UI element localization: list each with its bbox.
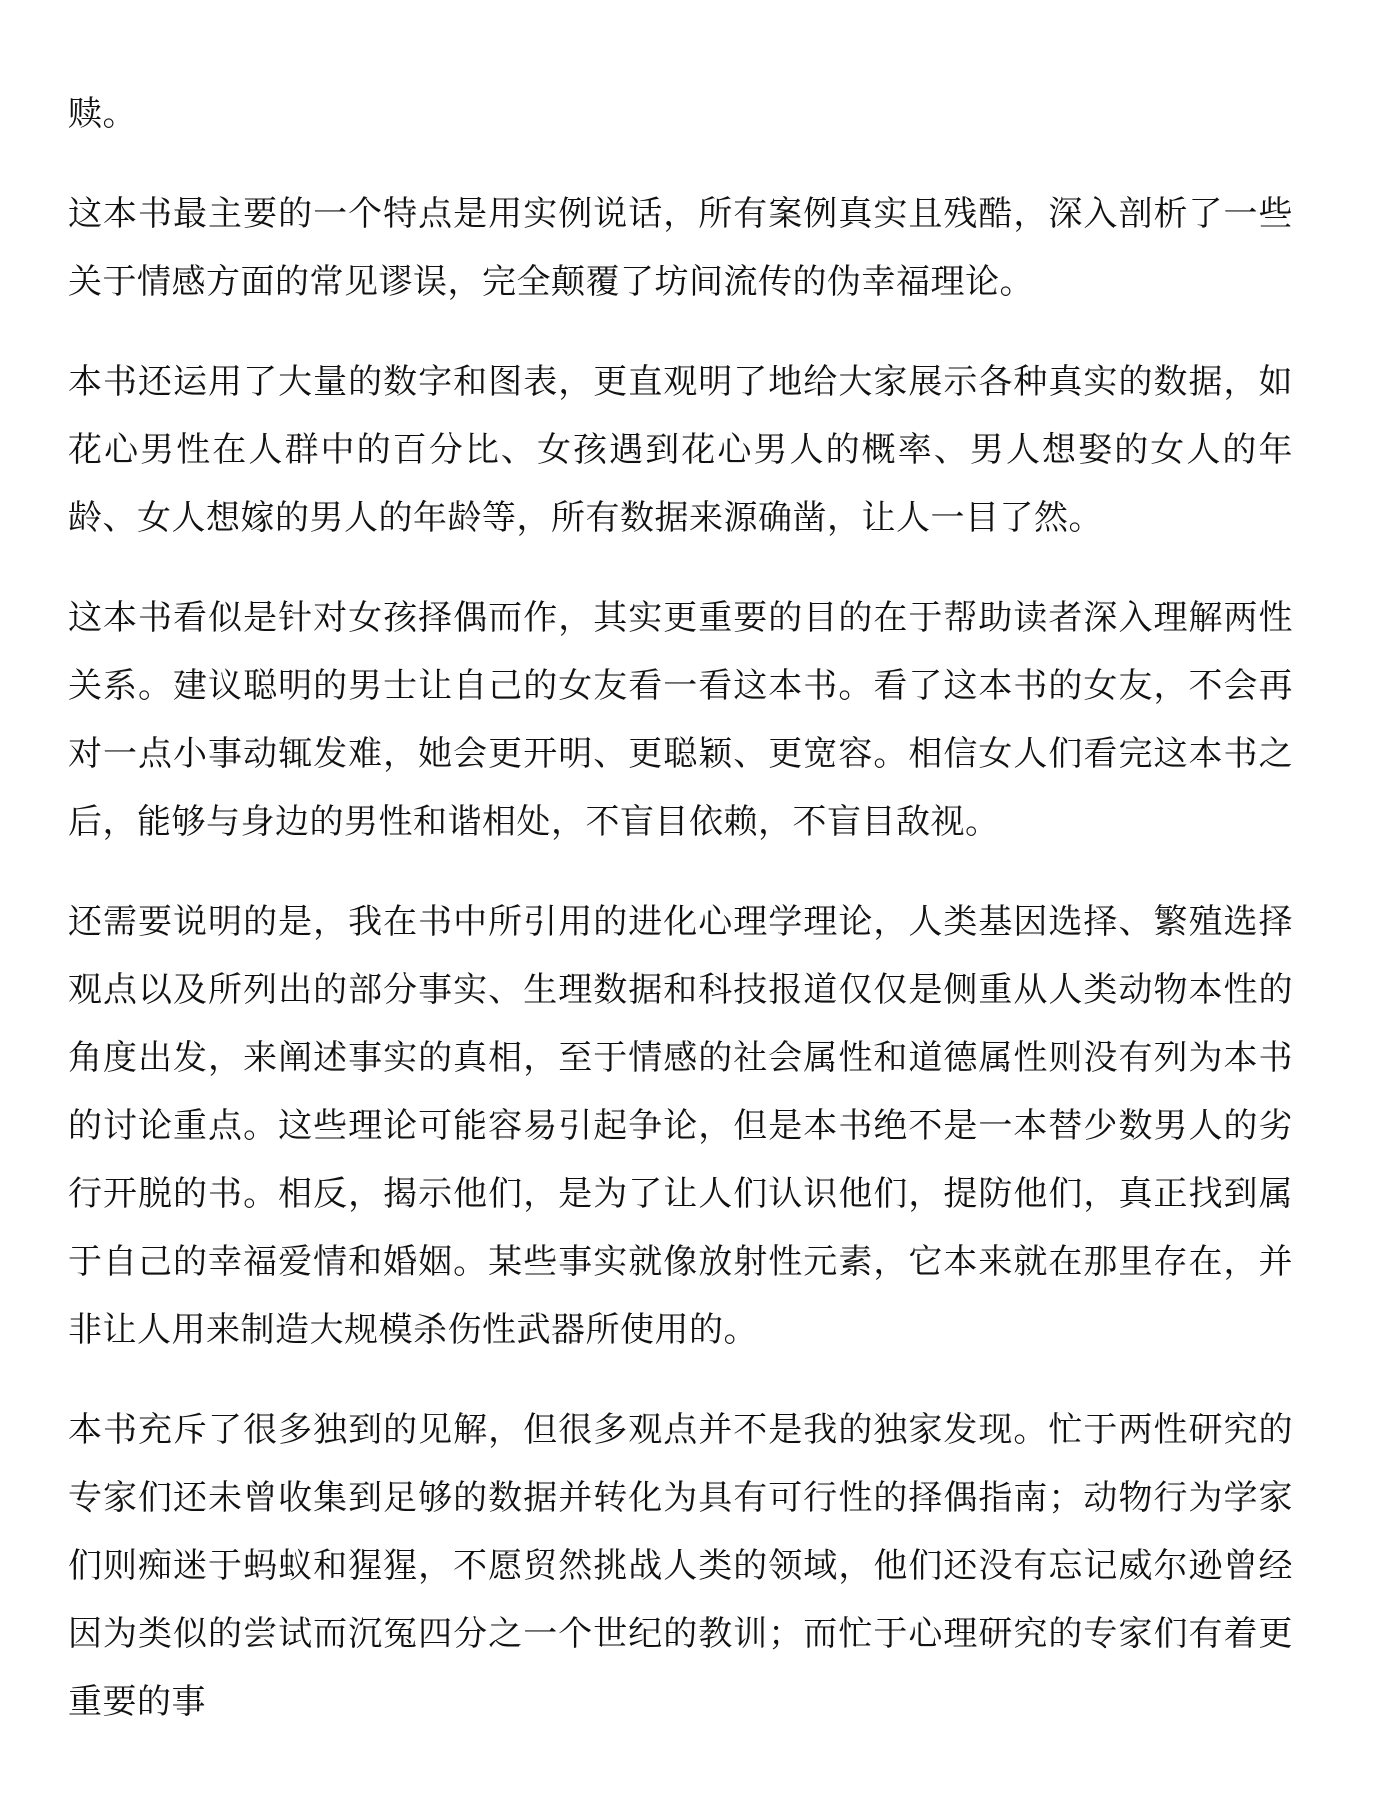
paragraph-audience: 这本书看似是针对女孩择偶而作，其实更重要的目的在于帮助读者深入理解两性关系。建议聪明的男士让自己的女友看一看这本书。看了这本书的女友，不会再对一点小事动辄发难，她会更开明、更聪颖、更宽容。相信女人们看完这本书之后，能够与身边的男性和谐相处，不盲目依赖，不盲目敌视。 [68,598,1293,842]
paragraph-book-feature: 这本书最主要的一个特点是用实例说话，所有案例真实且残酷，深入剖析了一些关于情感方面的常见谬误，完全颠覆了坊间流传的伪幸福理论。 [68,194,1293,302]
paragraph-insights: 本书充斥了很多独到的见解，但很多观点并不是我的独家发现。忙于两性研究的专家们还未曾收集到足够的数据并转化为具有可行性的择偶指南；动物行为学家们则痴迷于蚂蚁和猩猩，不愿贸然挑战人类的领域，他们还没有忘记威尔逊曾经因为类似的尝试而沉冤四分之一个世纪的教训；而忙于心理研究的专家们有着更重要的事 [68,1410,1293,1722]
body-text [68,80,1293,1768]
paragraph-data-charts: 本书还运用了大量的数字和图表，更直观明了地给大家展示各种真实的数据，如花心男性在人群中的百分比、女孩遇到花心男人的概率、男人想娶的女人的年龄、女人想嫁的男人的年龄等，所有数据来源确凿，让人一目了然。 [68,362,1293,538]
paragraph-disclaimer: 还需要说明的是，我在书中所引用的进化心理学理论，人类基因选择、繁殖选择观点以及所列出的部分事实、生理数据和科技报道仅仅是侧重从人类动物本性的角度出发，来阐述事实的真相，至于情感的社会属性和道德属性则没有列为本书的讨论重点。这些理论可能容易引起争论，但是本书绝不是一本替少数男人的劣行开脱的书。相反，揭示他们，是为了让人们认识他们，提防他们，真正找到属于自己的幸福爱情和婚姻。某些事实就像放射性元素，它本来就在那里存在，并非让人用来制造大规模杀伤性武器所使用的。 [68,902,1293,1350]
paragraph-continuation: 赎。 [68,94,137,134]
